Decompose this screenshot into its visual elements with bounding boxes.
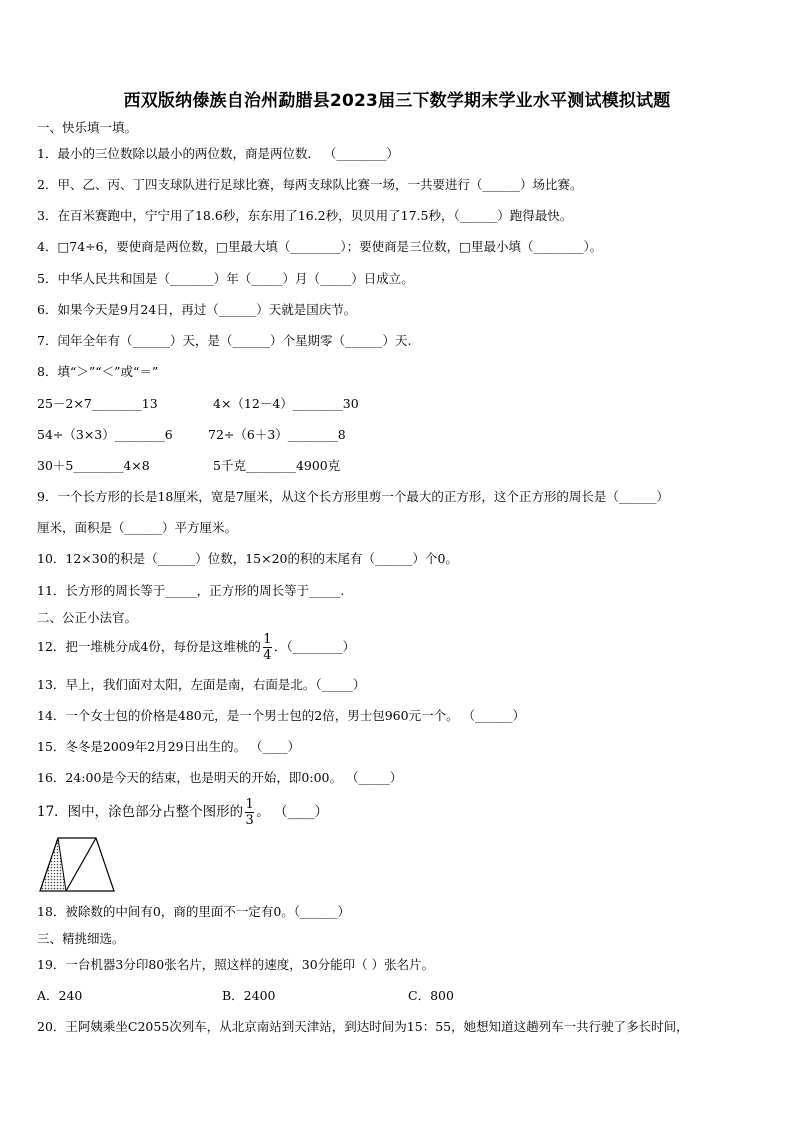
q8-row1-right: 4×（12－4）________30 [213, 396, 359, 411]
q17-text: 17．图中，涂色部分占整个图形的 [37, 804, 244, 820]
q12-answer: ．（________） [273, 639, 356, 654]
trapezoid-figure [38, 836, 118, 894]
question-8: 8．填“＞”“＜”或“＝” [37, 364, 159, 379]
q12-text: 12．把一堆桃分成4份，每份是这堆桃的 [37, 639, 261, 654]
question-6: 6．如果今天是9月24日，再过（______）天就是国庆节。 [37, 302, 357, 317]
q8-row3-right: 5千克________4900克 [213, 458, 341, 473]
section-heading-judge: 二、公正小法官。 [37, 610, 138, 625]
question-9-line1: 9．一个长方形的长是18厘米，宽是7厘米，从这个长方形里剪一个最大的正方形，这个正方形的周长是（______） [37, 489, 669, 504]
question-7: 7．闰年全年有（______）天，是（______）个星期零（______）天. [37, 333, 412, 348]
fraction-denominator: 3 [245, 813, 254, 828]
fraction-numerator: 1 [245, 797, 254, 812]
q8-row3-left: 30＋5________4×8 [37, 458, 150, 473]
q19-option-b: B．2400 [222, 988, 276, 1003]
q19-option-a: A．240 [37, 988, 83, 1003]
q8-row2-right: 72÷（6＋3）________8 [208, 427, 346, 442]
section-heading-choice: 三、精挑细选。 [37, 931, 125, 946]
q8-row2-left: 54÷（3×3）________6 [37, 427, 173, 442]
fraction-one-quarter [263, 633, 272, 662]
fraction-denominator: 4 [263, 648, 272, 663]
question-12 [37, 633, 355, 662]
shaded-triangle [40, 838, 66, 891]
question-11: 11．长方形的周长等于_____，正方形的周长等于_____. [37, 583, 345, 598]
section-heading-fill: 一、快乐填一填。 [37, 120, 138, 135]
question-9-line2: 厘米，面积是（______）平方厘米。 [37, 520, 238, 535]
question-1: 1．最小的三位数除以最小的两位数，商是两位数． （________） [37, 146, 399, 161]
question-17 [37, 797, 328, 827]
question-13: 13．早上，我们面对太阳，左面是南，右面是北。（_____） [37, 677, 366, 692]
question-14: 14．一个女士包的价格是480元，是一个男士包的2倍，男士包960元一个。 （______） [37, 708, 526, 723]
question-18: 18．被除数的中间有0，商的里面不一定有0。（______） [37, 904, 351, 919]
question-19: 19．一台机器3分印80张名片，照这样的速度，30分能印（ ）张名片。 [37, 957, 435, 972]
trapezoid-divider [66, 838, 96, 891]
question-3: 3．在百米赛跑中，宁宁用了18.6秒，东东用了16.2秒，贝贝用了17.5秒，（______）跑得最快。 [37, 208, 573, 223]
question-15: 15．冬冬是2009年2月29日出生的。 （____） [37, 739, 301, 754]
question-5: 5．中华人民共和国是（_______）年（_____）月（_____）日成立。 [37, 271, 414, 286]
q19-option-c: C．800 [408, 988, 454, 1003]
question-4: 4．□74÷6，要使商是两位数，□里最大填（________）；要使商是三位数，□里最小填（________）。 [37, 239, 603, 254]
question-20: 20．王阿姨乘坐C2055次列车，从北京南站到天津站，到达时间为15：55，她想知道这趟列车一共行驶了多长时间， [37, 1019, 689, 1034]
q8-row1-left: 25－2×7________13 [37, 396, 158, 411]
question-16: 16．24:00是今天的结束，也是明天的开始，即0:00。 （_____） [37, 770, 403, 785]
q17-answer: 。 （____） [256, 804, 328, 820]
question-10: 10．12×30的积是（______）位数，15×20的积的末尾有（______）个0。 [37, 551, 458, 566]
fraction-one-third [245, 798, 254, 827]
page-title: 西双版纳傣族自治州勐腊县2023届三下数学期末学业水平测试模拟试题 [123, 91, 671, 111]
question-2: 2．甲、乙、丙、丁四支球队进行足球比赛，每两支球队比赛一场，一共要进行（______）场比赛。 [37, 177, 583, 192]
fraction-numerator: 1 [263, 632, 272, 647]
